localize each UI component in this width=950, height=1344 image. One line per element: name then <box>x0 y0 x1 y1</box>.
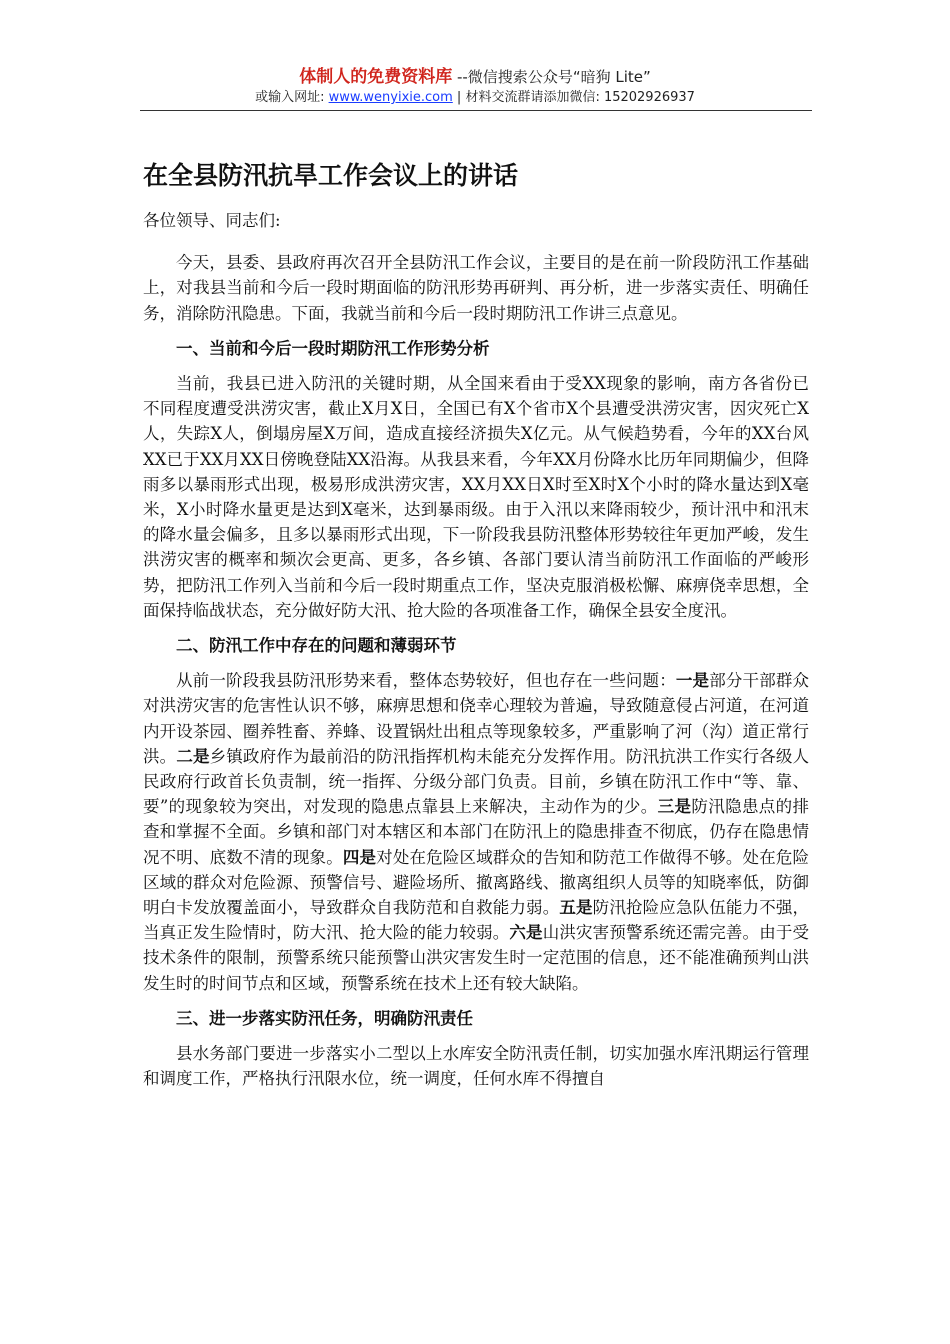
point-1-text: 部分干部群众对洪涝灾害的危害性认识不够，麻痹思想和侥幸心理较为普遍，导致随意侵占河道，在河道内开设茶园、圈养牲畜、养蜂、设置锅灶出租点等现象较多，严重影响了河（沟）道正常行洪。 <box>143 671 810 766</box>
point-1-label: 一是 <box>675 671 710 691</box>
point-6-label: 六是 <box>509 923 543 943</box>
section-2-lead: 从前一阶段我县防汛形势来看，整体态势较好，但也存在一些问题： <box>176 671 676 691</box>
intro-paragraph: 今天，县委、县政府再次召开全县防汛工作会议，主要目的是在前一阶段防汛工作基础上，对我县当前和今后一段时期面临的防汛形势再研判、再分析，进一步落实责任、明确任务，消除防汛隐患。下面，我就当前和今后一段时期防汛工作讲三点意见。 <box>143 253 809 323</box>
document-body <box>143 208 809 1092</box>
point-6-text: 山洪灾害预警系统还需完善。由于受技术条件的限制，预警系统只能预警山洪灾害发生时一定范围的信息，还不能准确预判山洪发生时的时间节点和区域，预警系统在技术上还有较大缺陷。 <box>143 923 810 993</box>
point-2-label: 二是 <box>176 746 210 766</box>
header-line-1 <box>140 66 810 88</box>
header-url-prefix: 或输入网址: <box>255 90 329 105</box>
point-2-text: 乡镇政府作为最前沿的防汛指挥机构未能充分发挥作用。防汛抗洪工作实行各级人民政府行政首长负责制，统一指挥、分级分部门负责。目前，乡镇在防汛工作中“等、靠、要”的现象较为突出，对发现的隐患点靠县上来解决，主动作为的少。 <box>143 746 810 817</box>
salutation: 各位领导、同志们: <box>143 211 281 230</box>
point-5-label: 五是 <box>559 898 593 918</box>
section-1-paragraph: 当前，我县已进入防汛的关键时期，从全国来看由于受XX现象的影响，南方各省份已不同程度遭受洪涝灾害，截止X月X日，全国已有X个省市X个县遭受洪涝灾害，因灾死亡X人，失踪X人，倒塌房屋X万间，造成直接经济损失X亿元。从气候趋势看，今年的XX台风XX已于XX月XX日傍晚登陆XX沿海。从我县来看，今年XX月份降水比历年同期偏少，但降雨多以暴雨形式出现，极易形成洪涝灾害，XX月XX日X时至X时X个小时的降水量达到X毫米，X小时降水量更是达到X毫米，达到暴雨级。由于入汛以来降雨较少，预计汛中和汛末的降水量会偏多，且多以暴雨形式出现，下一阶段我县防汛整体形势较往年更加严峻，发生洪涝灾害的概率和频次会更高、更多，各乡镇、各部门要认清当前防汛工作面临的严峻形势，把防汛工作列入当前和今后一段时期重点工作，坚决克服消极松懈、麻痹侥幸思想，全面保持临战状态，充分做好防大汛、抢大险的各项准备工作，确保全县安全度汛。 <box>143 374 809 620</box>
point-4-label: 四是 <box>342 847 377 867</box>
point-5-text: 防汛抢险应急队伍能力不强，当真正发生险情时，防大汛、抢大险的能力较弱。 <box>143 898 810 943</box>
section-2-heading: 二、防汛工作中存在的问题和薄弱环节 <box>176 636 457 656</box>
header-contact: | 材料交流群请添加微信: 15202926937 <box>452 90 695 105</box>
header-line-2 <box>140 88 810 108</box>
section-3-heading: 三、进一步落实防汛任务，明确防汛责任 <box>176 1008 473 1028</box>
point-4-text: 对处在危险区域群众的告知和防范工作做得不够。处在危险区域的群众对危险源、预警信号、避险场所、撤离路线、撤离组织人员等的知晓率低，防御明白卡发放覆盖面小，导致群众自我防范和自救能力弱。 <box>143 847 810 918</box>
section-3-paragraph: 县水务部门要进一步落实小二型以上水库安全防汛责任制，切实加强水库汛期运行管理和调度工作，严格执行汛限水位，统一调度，任何水库不得擅自 <box>143 1044 809 1089</box>
header-url-link[interactable]: www.wenyixie.com <box>328 90 453 105</box>
page-header <box>140 66 810 108</box>
section-2-paragraph <box>143 668 809 996</box>
point-3-text: 防汛隐患点的排查和掌握不全面。乡镇和部门对本辖区和本部门在防汛上的隐患排查不彻底，仍存在隐患情况不明、底数不清的现象。 <box>143 797 810 867</box>
header-tagline: --微信搜索公众号“暗狗 Lite” <box>452 68 651 86</box>
point-3-label: 三是 <box>657 797 692 817</box>
header-brand: 体制人的免费资料库 <box>299 67 453 87</box>
document-title: 在全县防汛抗旱工作会议上的讲话 <box>143 161 519 190</box>
section-1-heading: 一、当前和今后一段时期防汛工作形势分析 <box>176 338 490 358</box>
header-divider <box>140 110 812 111</box>
